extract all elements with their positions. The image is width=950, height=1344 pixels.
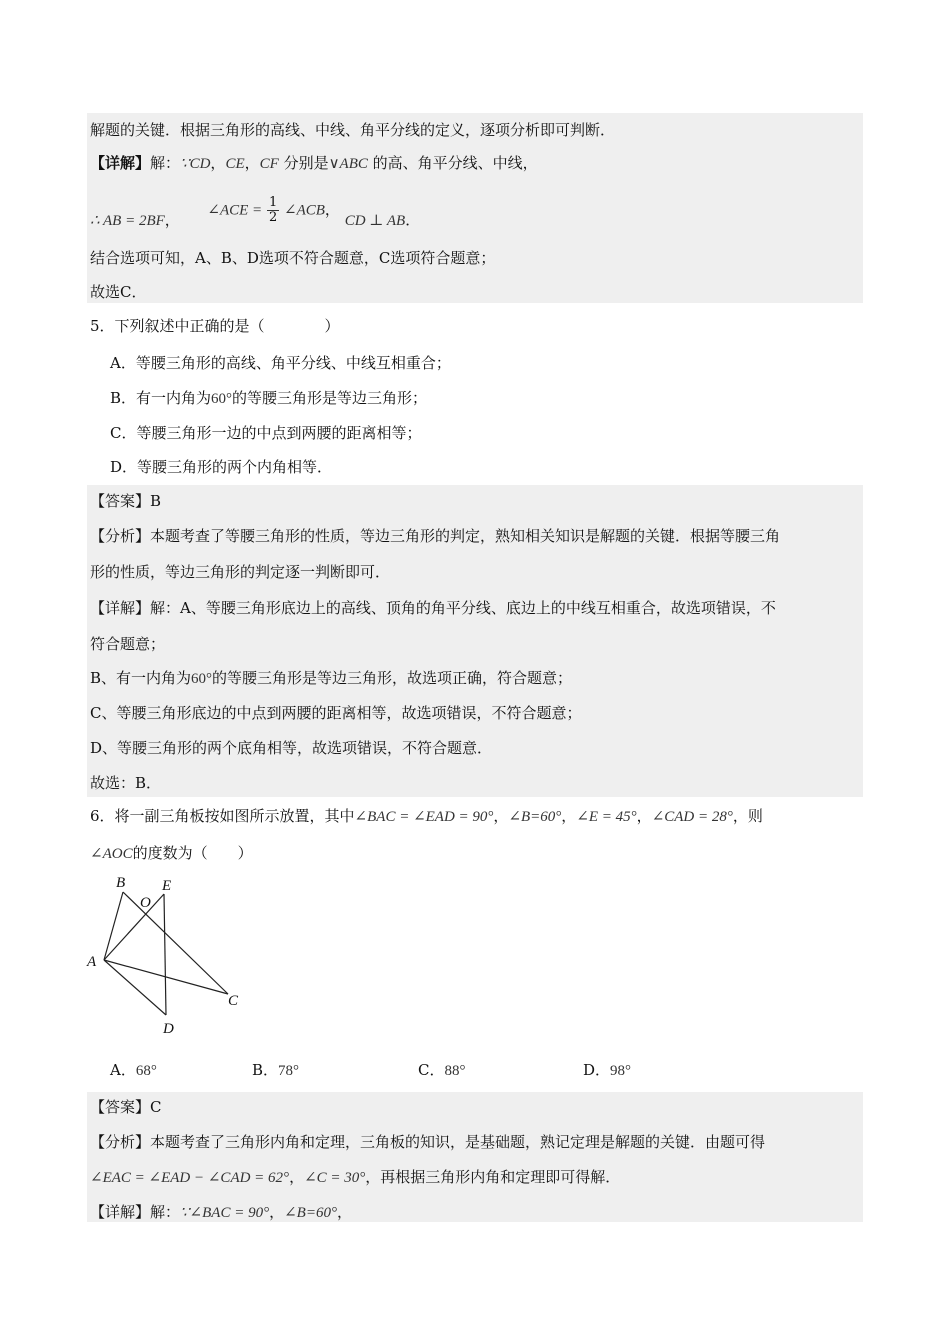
- detail-label: 【详解】: [90, 154, 151, 172]
- block1-detail: 【详解】解：∵CD，CE，CF 分别是∨ABC 的高、角平分线、中线，: [90, 154, 538, 172]
- q6-choice-d[interactable]: D．98°: [583, 1061, 632, 1079]
- label-b: B: [116, 875, 126, 891]
- label-c: C: [228, 993, 239, 1009]
- q5-choose: 故选：B．: [90, 774, 162, 792]
- q5-option-d: D．等腰三角形的两个内角相等．: [110, 458, 333, 476]
- label-a: A: [87, 954, 97, 970]
- q5-stem: 5．下列叙述中正确的是（ ）: [90, 317, 340, 335]
- q5-answer: 【答案】B: [90, 492, 162, 510]
- block1-formula-line: ∴ AB = 2BF， ∠ACE = $\frac{1}{2}$ ∠ACB， CD ⊥ AB．: [90, 195, 421, 229]
- q5-detail-5: D、等腰三角形的两个底角相等，故选项错误，不符合题意．: [90, 739, 493, 757]
- q5-option-b: B．有一内角为60°的等腰三角形是等边三角形；: [110, 389, 428, 407]
- q5-option-c: C．等腰三角形一边的中点到两腰的距离相等；: [110, 424, 422, 442]
- q5-analysis-1: 【分析】本题考查了等腰三角形的性质，等边三角形的判定，熟知相关知识是解题的关键．根据等腰三角: [90, 527, 781, 545]
- q6-answer: 【答案】C: [90, 1098, 162, 1116]
- q6-choice-b[interactable]: B．78°: [252, 1061, 300, 1079]
- block1-line1: 解题的关键．根据三角形的高线、中线、角平分线的定义，逐项分析即可判断．: [90, 121, 616, 139]
- q5-detail-2: 符合题意；: [90, 635, 166, 653]
- q6-analysis-2: ∠EAC = ∠EAD − ∠CAD = 62°，∠C = 30°，再根据三角形内角和定理即可得解．: [90, 1168, 621, 1186]
- block1-choose: 故选C．: [90, 283, 147, 301]
- q5-detail-4: C、等腰三角形底边的中点到两腰的距离相等，故选项错误，不符合题意；: [90, 704, 582, 722]
- q5-detail-1: 【详解】解：A、等腰三角形底边上的高线、顶角的角平分线、底边上的中线互相重合，故选项错误，不: [90, 599, 776, 617]
- fraction-half: $\frac{1}{2}$: [268, 195, 278, 225]
- label-d: D: [163, 1021, 174, 1037]
- segment-ed: [164, 894, 166, 1015]
- label-o: O: [140, 895, 151, 911]
- q6-choice-c[interactable]: C．88°: [418, 1061, 466, 1079]
- block1-conclusion: 结合选项可知，A、B、D选项不符合题意，C选项符合题意；: [90, 249, 496, 267]
- q5-analysis-2: 形的性质，等边三角形的判定逐一判断即可．: [90, 563, 391, 581]
- q6-detail: 【详解】解：∵∠BAC = 90°，∠B=60°，: [90, 1203, 352, 1221]
- q6-stem-2: ∠AOC的度数为（ ）: [90, 844, 253, 862]
- triangle-figure: [86, 872, 256, 1042]
- segment-bc: [123, 892, 228, 994]
- q6-choice-a[interactable]: A．68°: [110, 1061, 157, 1079]
- q6-stem-1: 6．将一副三角板按如图所示放置，其中∠BAC = ∠EAD = 90°，∠B=60°，∠E = 45°，∠CAD = 28°，则: [90, 807, 763, 825]
- label-e: E: [162, 878, 172, 894]
- q5-option-a: A．等腰三角形的高线、角平分线、中线互相重合；: [110, 354, 451, 372]
- q5-detail-3: B、有一内角为60°的等腰三角形是等边三角形，故选项正确，符合题意；: [90, 669, 573, 687]
- q6-analysis-1: 【分析】本题考查了三角形内角和定理，三角板的知识，是基础题，熟记定理是解题的关键．由题可得: [90, 1133, 766, 1151]
